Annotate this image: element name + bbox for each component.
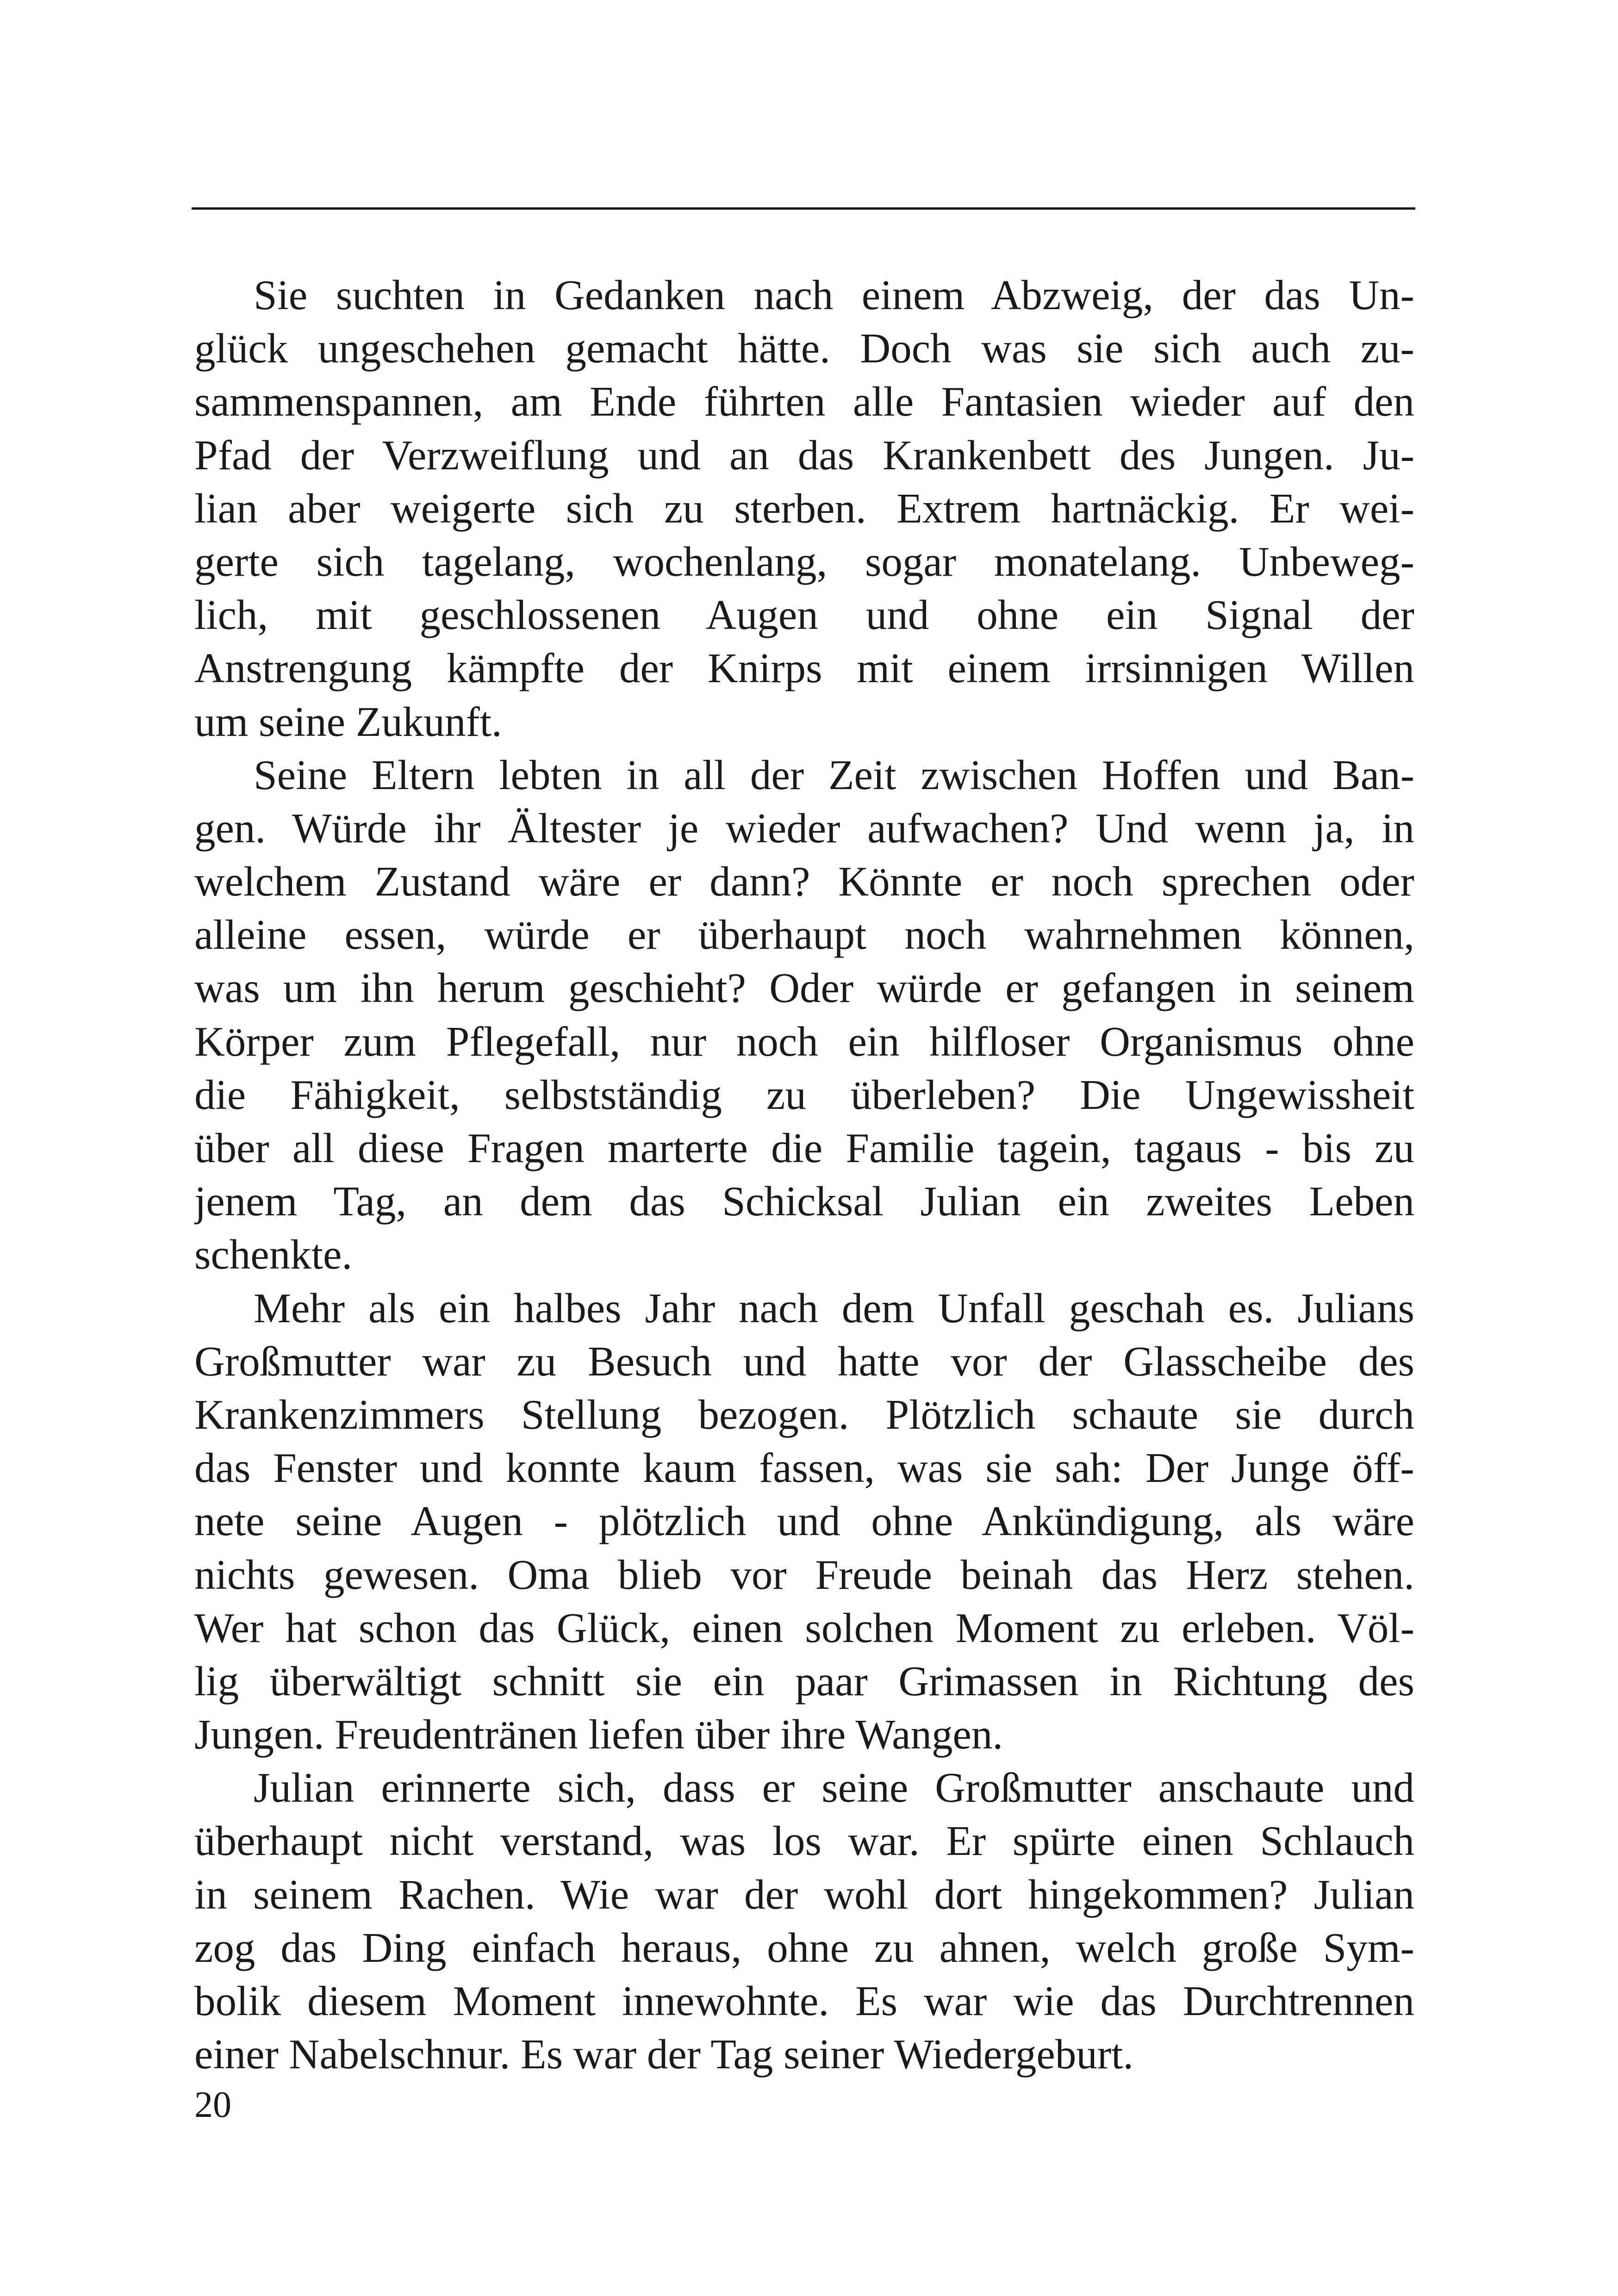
- header-rule: [192, 207, 1415, 210]
- text-line: zog das Ding einfach heraus, ohne zu ahnen, welch große Sym-: [194, 1924, 1414, 1971]
- text-line: einer Nabelschnur. Es war der Tag seiner Wiedergeburt.: [194, 2031, 1134, 2078]
- body-text: [194, 268, 1414, 2081]
- text-line: lig überwältigt schnitt sie ein paar Grimassen in Richtung des: [194, 1657, 1414, 1705]
- text-line: schenkte.: [194, 1231, 353, 1278]
- text-line: bolik diesem Moment innewohnte. Es war wie das Durchtrennen: [194, 1978, 1414, 2024]
- text-line: welchem Zustand wäre er dann? Könnte er noch sprechen oder: [194, 858, 1414, 905]
- text-line: nete seine Augen - plötzlich und ohne Ankündigung, als wäre: [194, 1498, 1414, 1545]
- text-line: die Fähigkeit, selbstständig zu überleben? Die Ungewissheit: [194, 1071, 1414, 1118]
- page-number: 20: [194, 2084, 231, 2125]
- text-line: überhaupt nicht verstand, was los war. Er spürte einen Schlauch: [194, 1817, 1414, 1865]
- text-line: sammenspannen, am Ende führten alle Fantasien wieder auf den: [194, 378, 1414, 425]
- text-line: lian aber weigerte sich zu sterben. Extrem hartnäckig. Er wei-: [194, 485, 1414, 532]
- text-line: was um ihn herum geschieht? Oder würde er gefangen in seinem: [194, 964, 1414, 1012]
- text-line: um seine Zukunft.: [194, 698, 502, 745]
- text-line: Mehr als ein halbes Jahr nach dem Unfall geschah es. Julians: [254, 1284, 1414, 1332]
- text-line: Körper zum Pflegefall, nur noch ein hilfloser Organismus ohne: [194, 1018, 1414, 1065]
- text-line: alleine essen, würde er überhaupt noch wahrnehmen können,: [194, 911, 1414, 958]
- text-line: Pfad der Verzweiflung und an das Krankenbett des Jungen. Ju-: [194, 431, 1414, 479]
- text-line: Anstrengung kämpfte der Knirps mit einem irrsinnigen Willen: [194, 645, 1414, 692]
- text-line: gerte sich tagelang, wochenlang, sogar monatelang. Unbeweg-: [194, 538, 1414, 585]
- text-line: Jungen. Freudentränen liefen über ihre Wangen.: [194, 1711, 1003, 1758]
- text-line: Wer hat schon das Glück, einen solchen Moment zu erleben. Völ-: [194, 1604, 1414, 1651]
- text-line: glück ungeschehen gemacht hätte. Doch was sie sich auch zu-: [194, 325, 1414, 372]
- text-line: Sie suchten in Gedanken nach einem Abzweig, der das Un-: [254, 272, 1414, 318]
- text-line: gen. Würde ihr Ältester je wieder aufwachen? Und wenn ja, in: [194, 804, 1414, 852]
- text-line: Julian erinnerte sich, dass er seine Großmutter anschaute und: [254, 1764, 1414, 1811]
- text-line: in seinem Rachen. Wie war der wohl dort hingekommen? Julian: [194, 1871, 1414, 1918]
- text-line: über all diese Fragen marterte die Familie tagein, tagaus - bis zu: [194, 1125, 1414, 1171]
- text-line: nichts gewesen. Oma blieb vor Freude beinah das Herz stehen.: [194, 1551, 1414, 1598]
- text-line: lich, mit geschlossenen Augen und ohne ein Signal der: [194, 591, 1414, 639]
- text-line: Großmutter war zu Besuch und hatte vor der Glasscheibe des: [194, 1338, 1414, 1385]
- text-line: Krankenzimmers Stellung bezogen. Plötzlich schaute sie durch: [194, 1391, 1414, 1438]
- text-line: jenem Tag, an dem das Schicksal Julian ein zweites Leben: [194, 1178, 1414, 1225]
- text-line: Seine Eltern lebten in all der Zeit zwischen Hoffen und Ban-: [254, 751, 1414, 798]
- text-line: das Fenster und konnte kaum fassen, was sie sah: Der Junge öff-: [194, 1444, 1414, 1492]
